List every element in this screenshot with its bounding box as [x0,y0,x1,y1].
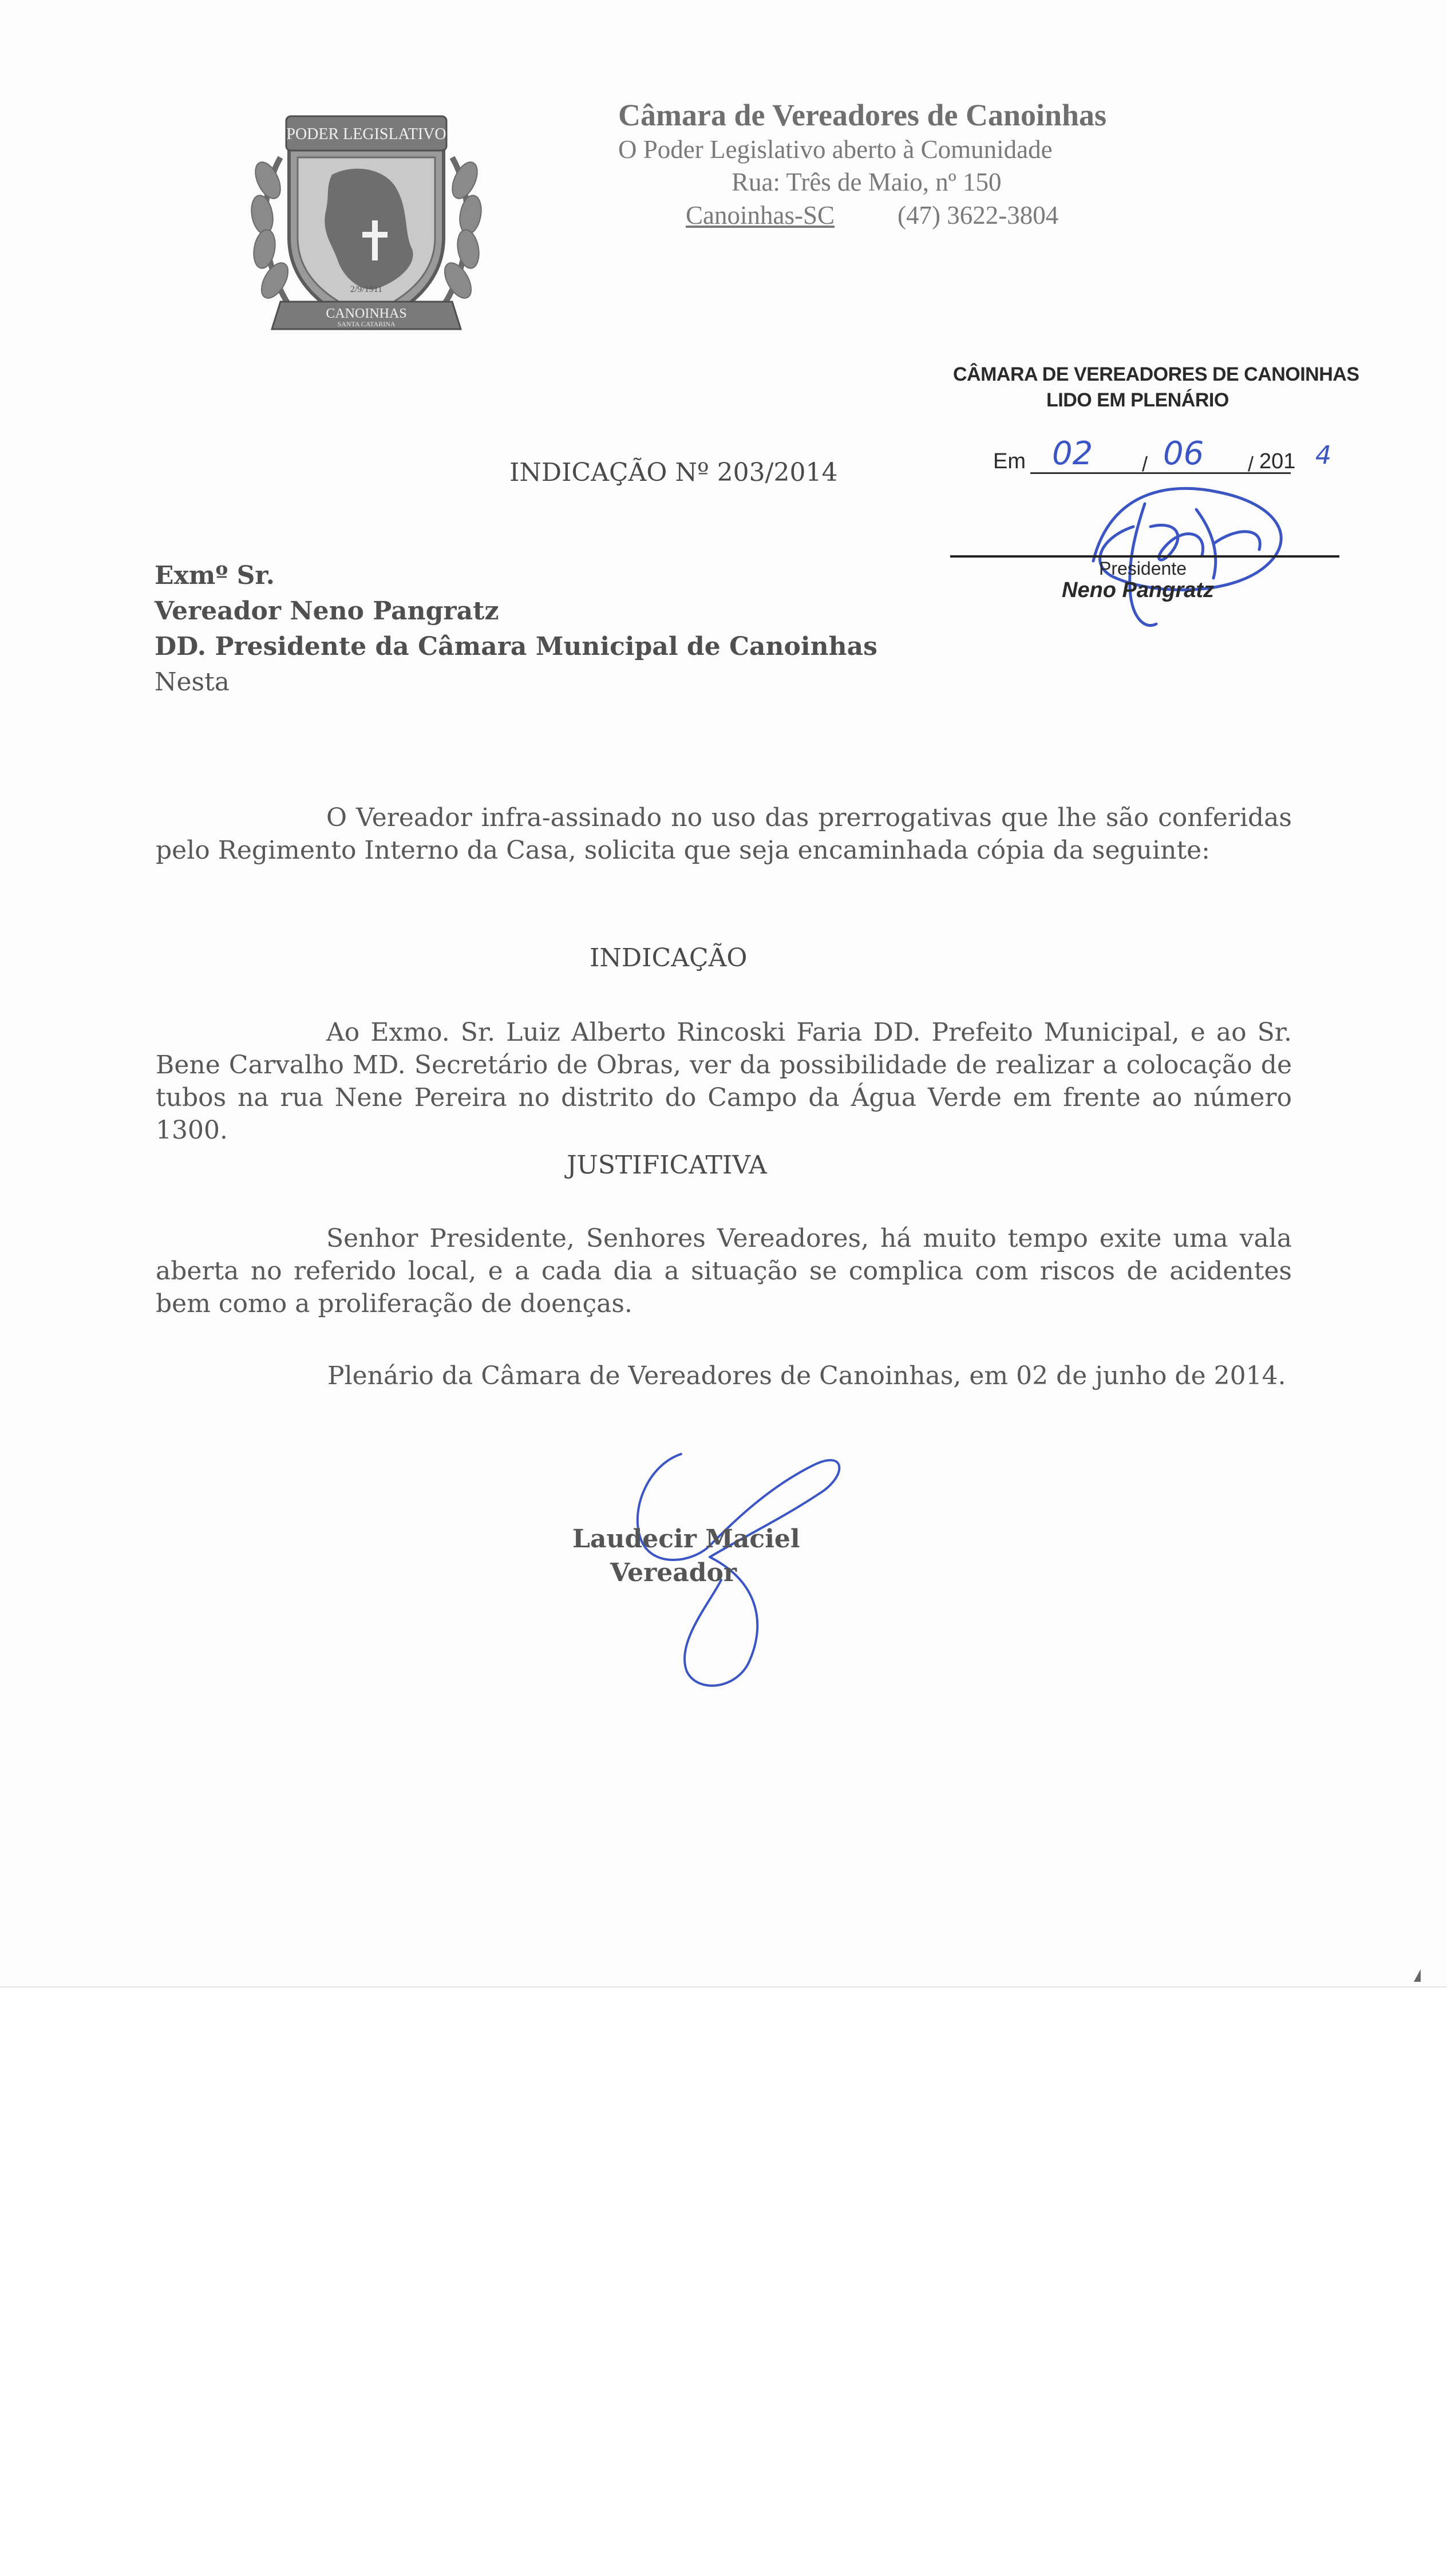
stamp-subtitle: LIDO EM PLENÁRIO [1046,389,1229,411]
stamp-slash: / [1248,452,1254,476]
crest-city-text: CANOINHAS [326,306,407,321]
addressee-block [155,558,877,700]
stamp-year-prefix: 201 [1259,449,1296,473]
justificativa-paragraph: Senhor Presidente, Senhores Vereadores, há muito tempo exite uma vala aberta no referido local, e a cada dia a situação se complica com riscos de acidentes bem como a proliferação de doenças. [156,1224,1292,1318]
stamp-title: CÂMARA DE VEREADORES DE CANOINHAS [953,364,1359,385]
institution-motto: O Poder Legislativo aberto à Comunidade [618,135,1053,164]
institution-city: Canoinhas-SC [686,201,835,230]
institution-phone: (47) 3622-3804 [898,201,1059,230]
indicacao-paragraph: Ao Exmo. Sr. Luiz Alberto Rincoski Faria DD. Prefeito Municipal, e ao Sr. Bene Carvalho MD. Secretário de Obras, ver da possibilidade de realizar a colocação de tubos na rua Nene Pereira no distrito do Campo da Água Verde em frente ao número 1300. [156,1018,1292,1145]
crest-banner-text: PODER LEGISLATIVO [286,125,446,143]
stamp-slash: / [1142,452,1148,476]
stamp-day-handwritten: 02 [1052,435,1093,472]
president-signature [1076,458,1316,635]
crest-date-text: 2/9/1911 [350,285,383,294]
stamp-president-name: Neno Pangratz [1062,578,1215,602]
municipal-crest-logo [246,94,487,352]
stamp-signature-line [950,555,1339,558]
scan-corner-mark [1414,1969,1421,1982]
stamp-em-label: Em [993,449,1026,473]
addressee-title: DD. Presidente da Câmara Municipal de Canoinhas [155,632,877,661]
stamp-role: Presidente [1099,558,1187,579]
addressee-location: Nesta [155,667,230,697]
institution-address: Rua: Três de Maio, nº 150 [732,168,1002,196]
intro-paragraph: O Vereador infra-assinado no uso das prerrogativas que lhe são conferidas pelo Regimento Interno da Casa, solicita que seja encaminhada cópia da seguinte: [156,803,1292,865]
indicacao-heading: INDICAÇÃO [590,943,748,973]
signer-name: Laudecir Maciel [572,1524,800,1554]
addressee-name: Vereador Neno Pangratz [155,596,499,626]
addressee-salutation: Exmº Sr. [155,561,275,590]
signer-role: Vereador [610,1558,737,1587]
crest-state-text: SANTA CATARINA [337,320,396,328]
closing-line: Plenário da Câmara de Vereadores de Canoinhas, em 02 de junho de 2014. [327,1361,1286,1390]
document-number: INDICAÇÃO Nº 203/2014 [509,458,838,487]
stamp-month-handwritten: 06 [1163,435,1204,472]
justificativa-heading: JUSTIFICATIVA [567,1151,767,1180]
stamp-year-digit-handwritten: 4 [1315,441,1331,470]
institution-name: Câmara de Vereadores de Canoinhas [618,98,1107,132]
